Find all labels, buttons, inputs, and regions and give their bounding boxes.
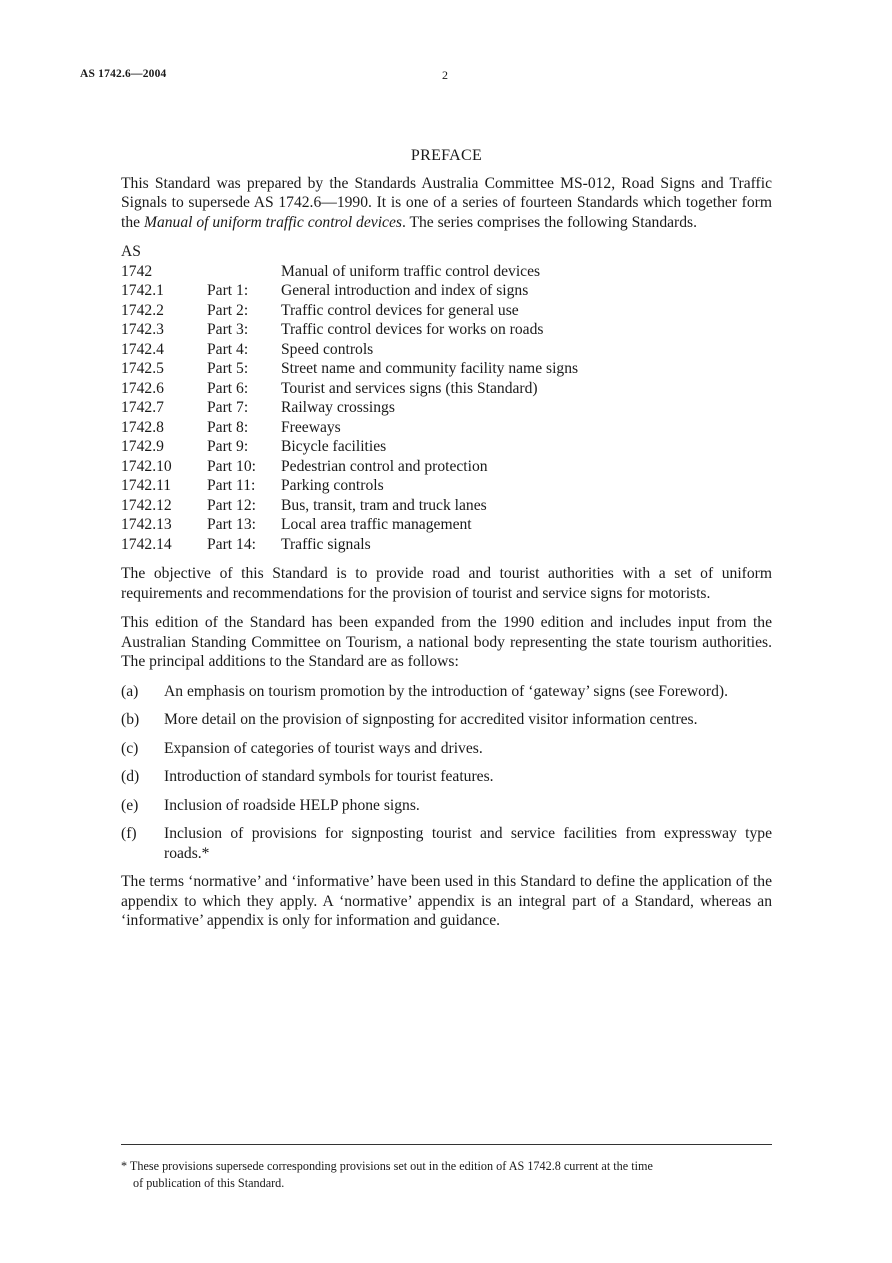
series-row [121, 476, 772, 496]
intro-paragraph [121, 174, 772, 233]
intro-text-end: . The series comprises the following Standards. [401, 213, 698, 231]
series-row [121, 340, 772, 360]
series-row [121, 496, 772, 516]
series-part [207, 262, 281, 282]
series-row [121, 418, 772, 438]
series-title: Railway crossings [281, 399, 395, 416]
list-item [121, 796, 772, 816]
list-item [121, 710, 772, 730]
series-row [121, 379, 772, 399]
list-item-text: Introduction of standard symbols for tourist features. [164, 768, 494, 785]
list-item-text: More detail on the provision of signposting for accredited visitor information centres. [164, 711, 698, 728]
series-rows [121, 262, 772, 555]
series-part: Part 13: [207, 516, 256, 533]
list-item-label: (a) [121, 682, 139, 700]
series-title: Traffic control devices for general use [281, 301, 519, 319]
series-row [121, 515, 772, 535]
series-number: 1742.3 [121, 321, 164, 338]
series-number: 1742.9 [121, 438, 164, 455]
edition-paragraph: This edition of the Standard has been expanded from the 1990 edition and includes input from the Australian Standing Committee on Tourism, a national body representing the state tourism authorities. The principal additions to the Standard are as follows: [121, 614, 772, 670]
list-item-label: (d) [121, 768, 140, 785]
manual-title-italic: Manual of uniform traffic control devices [143, 213, 402, 231]
series-title: Parking controls [281, 477, 384, 494]
list-item-text: Expansion of categories of tourist ways and drives. [164, 739, 483, 757]
series-number: 1742.2 [121, 301, 164, 319]
series-title: Freeways [281, 418, 341, 436]
series-row [121, 320, 772, 340]
document-code: AS 1742.6—2004 [80, 68, 167, 80]
list-item-label: (c) [121, 739, 139, 757]
series-part: Part 12: [207, 496, 256, 514]
series-title: Pedestrian control and protection [281, 457, 488, 475]
series-heading: AS [121, 243, 141, 260]
series-part: Part 14: [207, 535, 256, 553]
series-number: 1742.13 [121, 516, 172, 533]
series-title: Tourist and services signs (this Standard) [281, 379, 538, 397]
series-number: 1742 [121, 262, 153, 280]
series-title: Manual of uniform traffic control devices [281, 262, 541, 280]
series-title: Bicycle facilities [281, 438, 387, 455]
series-title: Bus, transit, tram and truck lanes [281, 496, 487, 514]
series-row [121, 301, 772, 321]
series-row [121, 535, 772, 555]
series-title: Local area traffic management [281, 516, 472, 533]
list-item-label: (e) [121, 796, 139, 814]
series-part: Part 8: [207, 418, 249, 436]
list-item-text: Inclusion of roadside HELP phone signs. [164, 796, 420, 814]
list-item [121, 767, 772, 787]
series-row [121, 437, 772, 457]
series-row [121, 398, 772, 418]
series-row [121, 359, 772, 379]
series-part: Part 6: [207, 379, 249, 397]
series-number: 1742.8 [121, 418, 164, 436]
series-number: 1742.7 [121, 399, 164, 416]
series-part: Part 2: [207, 301, 249, 319]
footnote-line-2: of publication of this Standard. [133, 1175, 285, 1190]
series-title: Street name and community facility name signs [281, 360, 579, 377]
series-number: 1742.4 [121, 340, 164, 358]
list-item [121, 739, 772, 759]
list-item-text: Inclusion of provisions for signposting tourist and service facilities from expressway type roads.* [164, 825, 772, 862]
series-part: Part 3: [207, 321, 249, 338]
series-number: 1742.14 [121, 535, 172, 553]
series-number: 1742.5 [121, 360, 164, 377]
series-title: General introduction and index of signs [281, 282, 529, 299]
footnote-line-1: * These provisions supersede corresponding provisions set out in the edition of AS 1742.8 current at the time [121, 1159, 653, 1173]
series-number: 1742.6 [121, 379, 164, 397]
additions-list [121, 682, 772, 864]
terms-paragraph: The terms ‘normative’ and ‘informative’ have been used in this Standard to define the application of the appendix to which they apply. A ‘normative’ appendix is an integral part of a Standard, whereas an ‘informative’ appendix is only for information and guidance. [121, 873, 772, 929]
list-item [121, 682, 772, 702]
series-number: 1742.11 [121, 477, 172, 494]
preface-title: PREFACE [410, 147, 483, 164]
series-part: Part 10: [207, 457, 256, 475]
series-part: Part 7: [207, 399, 249, 416]
series-number: 1742.10 [121, 457, 172, 475]
series-title: Speed controls [281, 340, 374, 358]
page-number: 2 [442, 68, 448, 82]
standards-series-list [121, 242, 772, 554]
series-part: Part 1: [207, 282, 249, 299]
series-number: 1742.1 [121, 282, 164, 299]
series-part: Part 11: [207, 477, 256, 494]
series-title: Traffic control devices for works on roads [281, 321, 544, 338]
list-item-label: (b) [121, 711, 140, 728]
preface-section [121, 146, 772, 941]
series-title: Traffic signals [281, 535, 371, 553]
series-row [121, 262, 772, 282]
footnote-divider [121, 1144, 772, 1145]
list-item-label: (f) [121, 825, 137, 842]
series-part: Part 9: [207, 438, 249, 455]
objective-paragraph: The objective of this Standard is to provide road and tourist authorities with a set of uniform requirements and recommendations for the provision of tourist and service signs for motorists. [121, 565, 772, 602]
series-row [121, 457, 772, 477]
series-part: Part 5: [207, 360, 249, 377]
series-part: Part 4: [207, 340, 249, 358]
list-item-text: An emphasis on tourism promotion by the introduction of ‘gateway’ signs (see Foreword). [164, 682, 729, 700]
footnote [121, 1158, 772, 1191]
list-item [121, 824, 772, 863]
intro-text-start: This Standard was prepared by the Standards Australia Committee MS-012, Road Signs and Traffic Signals to supersede AS 1742.6—1990. It is one of a series of fourteen Standards which together form the [121, 174, 772, 231]
series-row [121, 281, 772, 301]
series-number: 1742.12 [121, 496, 172, 514]
